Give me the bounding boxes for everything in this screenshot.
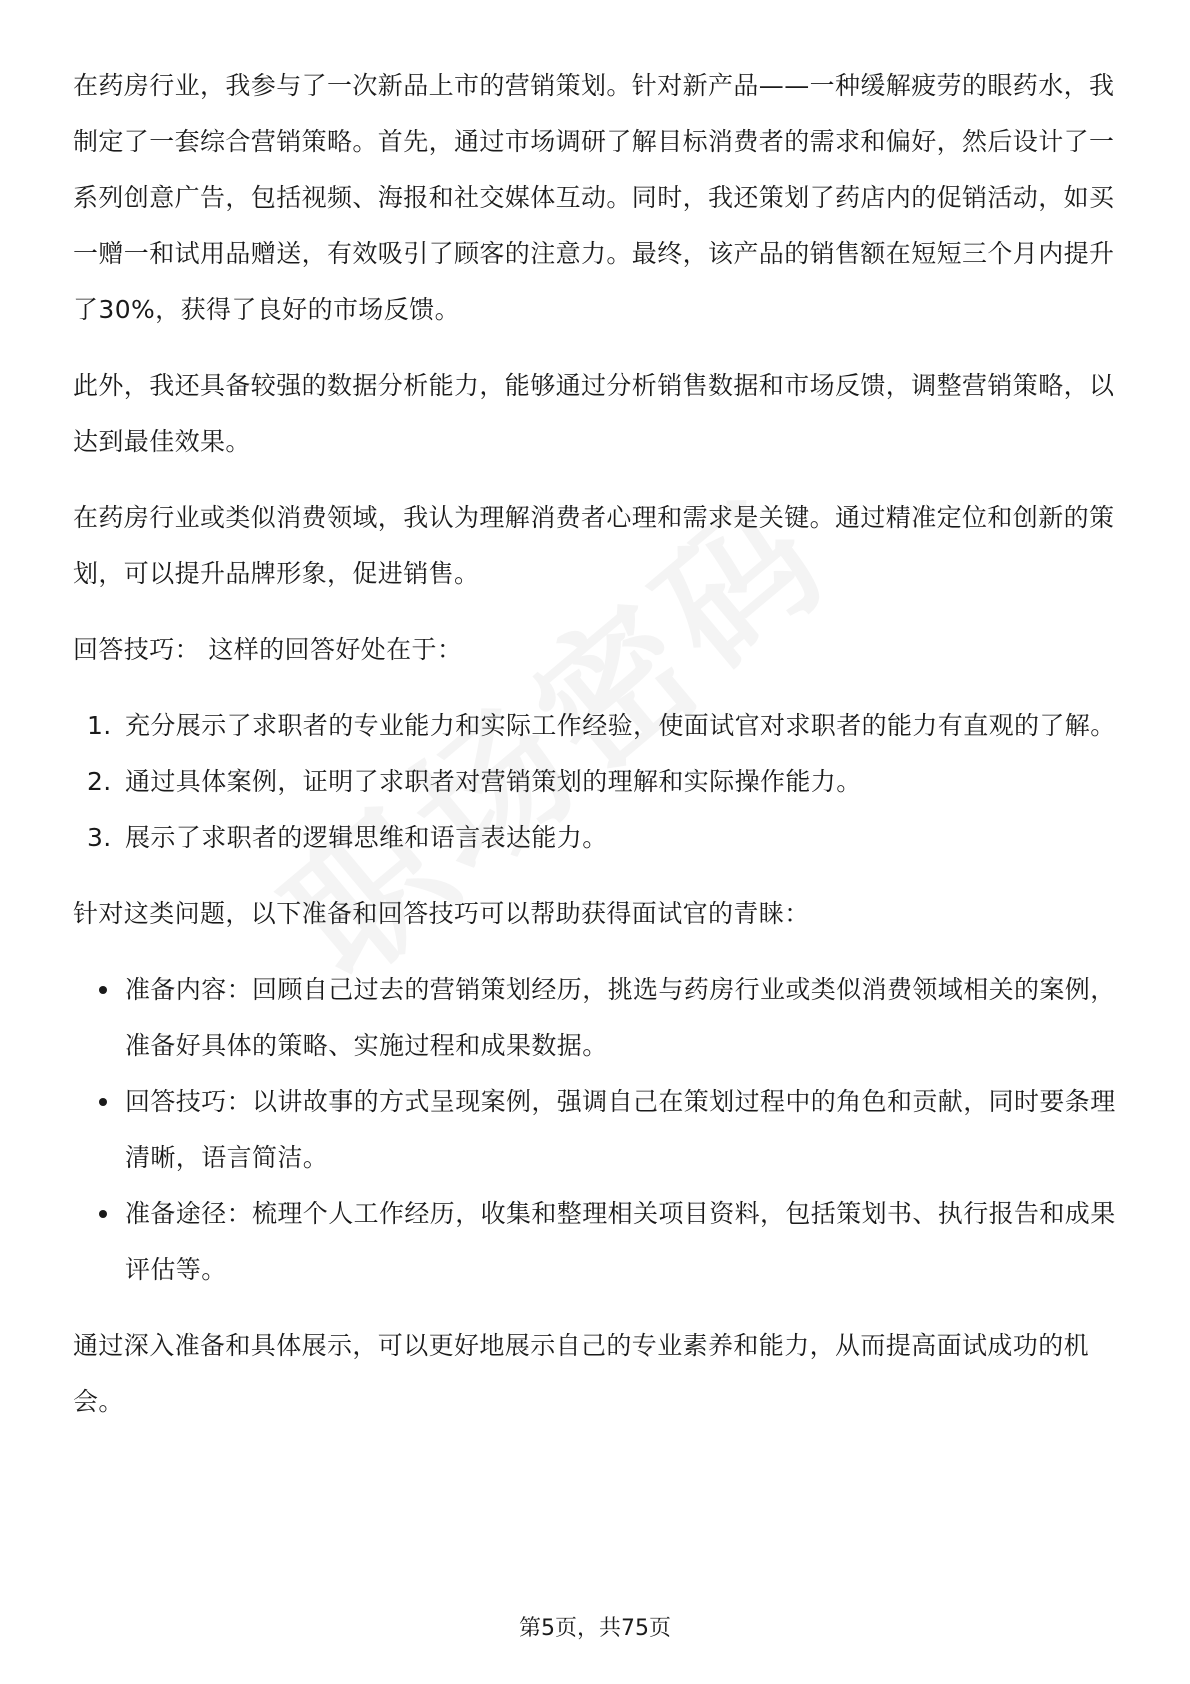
- list-number: 1.: [87, 711, 112, 740]
- bullet-list-item: [73, 1186, 1118, 1298]
- bullet-dot-icon: [99, 986, 107, 994]
- list-number: 2.: [87, 767, 112, 796]
- list-item-text: 通过具体案例，证明了求职者对营销策划的理解和实际操作能力。: [125, 767, 862, 796]
- numbered-list-item: [73, 810, 1118, 866]
- paragraph-bullets-intro: 针对这类问题，以下准备和回答技巧可以帮助获得面试官的青睐：: [73, 899, 810, 928]
- numbered-list: [73, 698, 1118, 866]
- numbered-list-item: [73, 698, 1118, 754]
- page-footer: 第5页，共75页: [519, 1616, 671, 1641]
- list-number: 3.: [87, 823, 112, 852]
- paragraph-data-analysis: 此外，我还具备较强的数据分析能力，能够通过分析销售数据和市场反馈，调整营销策略，以达到最佳效果。: [73, 371, 1115, 456]
- list-item-text: 回答技巧：以讲故事的方式呈现案例，强调自己在策划过程中的角色和贡献，同时要条理清晰，语言简洁。: [125, 1087, 1116, 1172]
- paragraph-industry-view: 在药房行业或类似消费领域，我认为理解消费者心理和需求是关键。通过精准定位和创新的策划，可以提升品牌形象，促进销售。: [73, 503, 1115, 588]
- bullet-list-item: [73, 962, 1118, 1074]
- bullet-dot-icon: [99, 1210, 107, 1218]
- list-item-text: 展示了求职者的逻辑思维和语言表达能力。: [125, 823, 608, 852]
- bullet-list: [73, 962, 1118, 1298]
- paragraph-closing: 通过深入准备和具体展示，可以更好地展示自己的专业素养和能力，从而提高面试成功的机会。: [73, 1331, 1090, 1416]
- paragraph-answer-tips-heading: 回答技巧： 这样的回答好处在于：: [73, 635, 463, 664]
- paragraph-experience: 在药房行业，我参与了一次新品上市的营销策划。针对新产品——一种缓解疲劳的眼药水，我制定了一套综合营销策略。首先，通过市场调研了解目标消费者的需求和偏好，然后设计了一系列创意广告，包括视频、海报和社交媒体互动。同时，我还策划了药店内的促销活动，如买一赠一和试用品赠送，有效吸引了顾客的注意力。最终，该产品的销售额在短短三个月内提升了30%，获得了良好的市场反馈。: [73, 71, 1115, 324]
- list-item-text: 准备途径：梳理个人工作经历，收集和整理相关项目资料，包括策划书、执行报告和成果评估等。: [125, 1199, 1116, 1284]
- bullet-dot-icon: [99, 1098, 107, 1106]
- list-item-text: 准备内容：回顾自己过去的营销策划经历，挑选与药房行业或类似消费领域相关的案例，准备好具体的策略、实施过程和成果数据。: [125, 975, 1116, 1060]
- numbered-list-item: [73, 754, 1118, 810]
- bullet-list-item: [73, 1074, 1118, 1186]
- document-body: [73, 58, 1118, 1450]
- list-item-text: 充分展示了求职者的专业能力和实际工作经验，使面试官对求职者的能力有直观的了解。: [125, 711, 1116, 740]
